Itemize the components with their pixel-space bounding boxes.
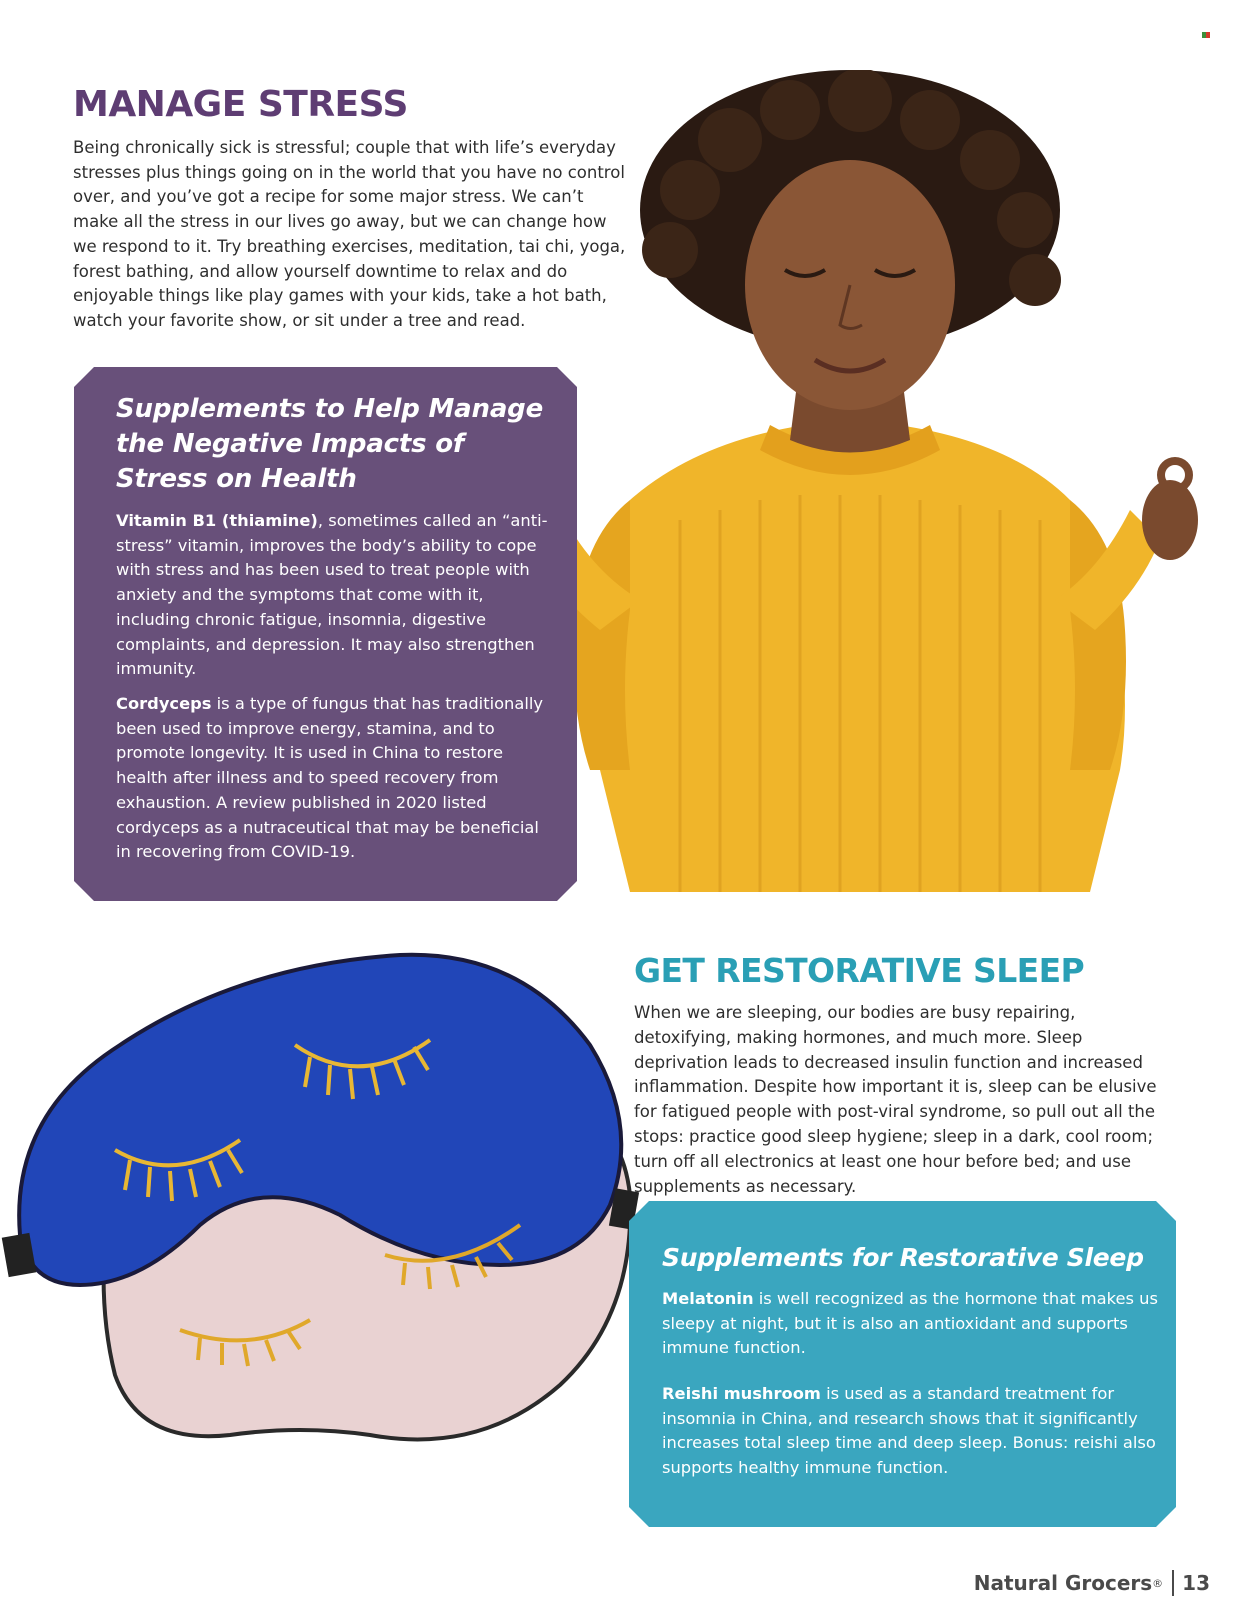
manage-stress-heading: MANAGE STRESS: [73, 84, 408, 125]
cordyceps-text: is a type of fungus that has traditionally been used to improve energy, stamina, and to promote longevity. It is used in China to restore health after illness and to speed recovery from exhaustion. A review published in 2020 listed cordyceps as a nutraceutical that may be beneficial in recovering from COVID-19.: [116, 694, 544, 862]
brand-name: Natural Grocers: [973, 1571, 1153, 1595]
footer-divider: [1172, 1570, 1174, 1596]
cordyceps-name: Cordyceps: [116, 694, 212, 713]
color-registration-icon: [1202, 32, 1210, 38]
page-number: 13: [1182, 1571, 1210, 1595]
restorative-sleep-body: When we are sleeping, our bodies are busy repairing, detoxifying, making hormones, and much more. Sleep deprivation leads to decreased insulin function and increased inflammation. Despite how important it is, sleep can be elusive for fatigued people with post-viral syndrome, so pull out all the stops: practice good sleep hygiene; sleep in a dark, cool room; turn off all electronics at least one hour before bed; and use supplements as necessary.: [634, 1003, 1157, 1196]
registered-mark: ®: [1152, 1576, 1164, 1590]
vitamin-b1-name: Vitamin B1 (thiamine): [116, 511, 318, 530]
melatonin-paragraph: [662, 1287, 1162, 1361]
sleep-mask-photo: [0, 935, 660, 1485]
reishi-paragraph: [662, 1382, 1162, 1481]
stress-supplements-heading: Supplements to Help Manage the Negative Impacts of Stress on Health: [116, 394, 544, 494]
melatonin-text: is well recognized as the hormone that makes us sleepy at night, but it is also an antioxidant and supports immune function.: [662, 1289, 1158, 1358]
restorative-sleep-heading: GET RESTORATIVE SLEEP: [634, 951, 1085, 990]
manage-stress-body: Being chronically sick is stressful; couple that with life’s everyday stresses plus things going on in the world that you have no control over, and you’ve got a recipe for some major stress. We can’t make all the stress in our lives go away, but we can change how we respond to it. Try breathing exercises, meditation, tai chi, yoga, forest bathing, and allow yourself downtime to relax and do enjoyable things like play games with your kids, take a hot bath, watch your favorite show, or sit under a tree and read.: [73, 138, 626, 330]
reishi-text: is used as a standard treatment for insomnia in China, and research shows that it significantly increases total sleep time and deep sleep. Bonus: reishi also supports healthy immune function.: [662, 1384, 1156, 1478]
vitamin-b1-paragraph: [116, 509, 556, 682]
sleep-supplements-heading: Supplements for Restorative Sleep: [662, 1243, 1144, 1272]
melatonin-name: Melatonin: [662, 1289, 754, 1308]
page-footer: [974, 1570, 1210, 1596]
reishi-name: Reishi mushroom: [662, 1384, 821, 1403]
vitamin-b1-text: , sometimes called an “anti-stress” vitamin, improves the body’s ability to cope with stress and has been used to treat people with anxiety and the symptoms that come with it, including chronic fatigue, insomnia, digestive complaints, and depression. It may also strengthen immunity.: [116, 511, 548, 679]
cordyceps-paragraph: [116, 692, 556, 865]
